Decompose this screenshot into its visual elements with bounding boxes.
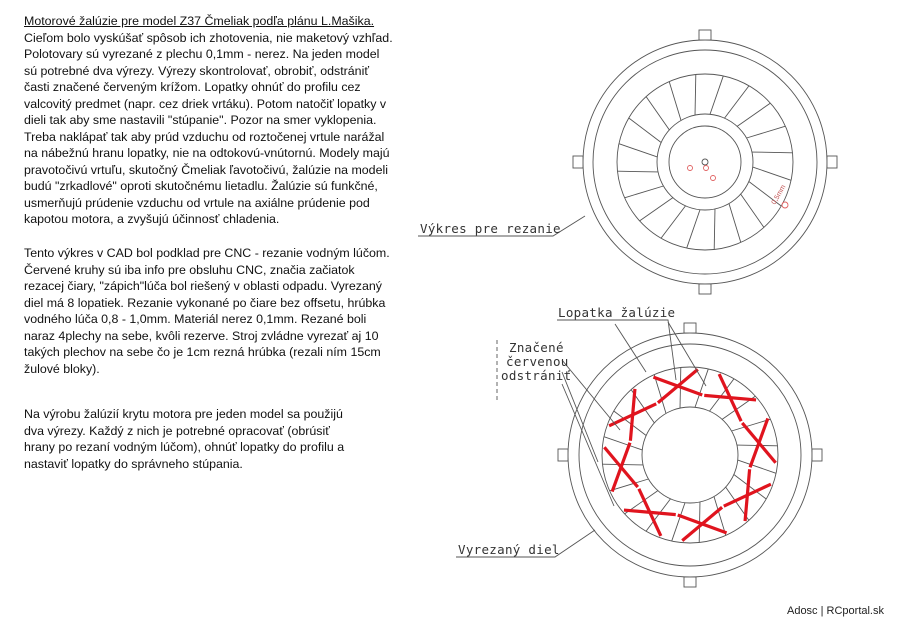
label-marked-red-2: červenou [506,354,569,369]
outer-ring-circle [583,40,827,284]
footer-credit: Adosc | RCportal.sk [786,605,884,617]
outer-ring-circle [568,333,812,577]
leader-lines [418,216,706,557]
louver-line [753,167,791,180]
text-line: Cieľom bolo vyskúšať spôsob ich zhotovenia, nie maketový vzhľad. [24,30,393,45]
leader-louver-blade-2 [615,324,646,372]
louver-line [725,86,749,118]
text-line: žulové bloky). [24,361,100,376]
louver-line [710,76,723,114]
leader-marked-red-3 [562,384,614,506]
mounting-tab [699,30,711,40]
mounting-tab [699,284,711,294]
leader-marked-red-2 [562,372,598,462]
removal-cross-stroke [630,389,635,441]
mounting-tab [684,577,696,587]
louver-line [752,152,793,153]
louver-outer-circle [617,74,793,250]
text-line: dieli tak aby sme nastavili "stúpanie". Pozor na smer vyklopenia. [24,113,377,127]
louver-line [640,198,673,221]
text-line: Treba naklápať tak aby prúd vzduchu od roztočenej vrtule narážal [24,129,385,144]
text-line: valcovitý predmet (napr. cez driek vrtáku). Potom natočiť lopatky v [24,96,387,111]
text-line: dva výrezy. Každý z nich je potrebné opracovať (obrúsiť [24,423,330,438]
cut-part-drawing [558,323,822,587]
label-louver-blade: Lopatka žalúzie [558,305,676,320]
louver-line [729,204,741,243]
louver-line [695,369,708,407]
louver-line [741,194,764,227]
text-line: Červené kruhy sú iba info pre obsluhu CNC, značia začiatok [24,262,355,277]
text-line: naraz 4plechy na sebe, kvôli rezerve. Stroj zvládne vyrezať aj 10 [24,328,379,343]
text-line: sú potrebné dva výrezy. Výrezy skontrolovať, obrobiť, odstrániť [24,63,369,78]
louver-line [617,171,658,172]
mounting-tab [827,156,837,168]
cut-start-marker [711,176,716,181]
text-line: hrany po rezaní vodným lúčom), ohnúť lopatky do profilu a [24,440,345,454]
cut-start-marker [704,166,709,171]
louver-inner-circle [642,407,738,503]
cutting-drawing [573,30,837,294]
text-line: Polotovary sú vyrezané z plechu 0,1mm - nerez. Na jeden model [24,47,380,61]
removal-cross-stroke [658,369,698,402]
removal-cross-stroke [742,423,775,463]
text-line: diel má 8 lopatiek. Rezanie vykonané po čiare bez offsetu, hrúbka [24,295,386,310]
louver-line [747,126,786,138]
ring-inner-circle [593,50,817,274]
text-line: časti značené červeným krížom. Lopatky ohnúť do profilu cez [24,80,361,94]
louver-outer-circle [602,367,778,543]
removal-cross-stroke [745,469,750,521]
heading-line: Motorové žalúzie pre model Z37 Čmeliak podľa plánu L.Mašika. [24,14,375,28]
mounting-tab [558,449,568,461]
text-line: Tento výkres v CAD bol podklad pre CNC - rezanie vodným lúčom. [24,246,390,260]
small-note: 0,5mm [770,183,788,206]
text-line: usmerňujú prúdenie vzduchu od vrtule na axiálne prúdenie pod [24,195,370,210]
cut-start-marker [688,166,693,171]
label-cut-part: Vyrezaný diel [458,542,560,557]
louver-line [629,118,661,142]
louver-line [695,74,696,115]
text-line: nastaviť lopatky do správneho stúpania. [24,456,243,471]
louver-line [669,82,681,121]
text-line: takých plechov na sebe čo je 1cm rezná hrúbka (rezali ním 15cm [24,345,381,359]
mounting-tab [684,323,696,333]
mounting-tab [573,156,583,168]
removal-cross-stroke [604,447,637,487]
louver-line [604,437,642,450]
removal-cross-stroke [682,507,722,540]
text-line: kapotou motora, a zvyšujú účinnosť chladenia. [24,212,280,226]
louver-line [737,103,770,126]
text-line: rezacej čiary, "zápich"lúča bol riešený v oblasti odpadu. Vyrezaný [24,279,382,293]
leader-louver-blade [557,320,676,380]
louver-line [661,206,685,238]
label-cut-drawing: Výkres pre rezanie [420,221,561,236]
center-mark [702,159,708,165]
text-line: Na výrobu žalúzií krytu motora pre jeden model sa použijú [24,407,343,421]
louver-line [738,460,776,473]
louver-line [619,144,657,157]
text-line: na nábežnú hranu lopatky, nie na odtokovú-vnútornú. Modely majú [24,146,390,160]
louver-line [625,186,664,198]
text-line: vodného lúča 0,8 - 1,0mm. Materiál nerez 0,1mm. Rezané boli [24,312,367,326]
cut-start-marker [782,202,788,208]
hub-circle [669,126,741,198]
mounting-tab [812,449,822,461]
louver-inner-circle [657,114,753,210]
louver-line [687,210,700,248]
removal-cross-stroke [704,395,756,400]
removal-cross-stroke [624,510,676,515]
label-marked-red-1: Značené [509,340,564,355]
text-line: budú "zrkadlové" oproti skutočnému lietadlu. Žalúzie sú funkčné, [24,179,378,193]
text-line: pravotočivú vrtuľu, skutočný Čmeliak ľavotočivú, žalúzie na modeli [24,162,388,177]
louver-line [646,97,669,130]
louver-line [714,209,715,250]
label-marked-red-3: odstrániť [501,368,572,383]
louver-line [672,503,685,541]
